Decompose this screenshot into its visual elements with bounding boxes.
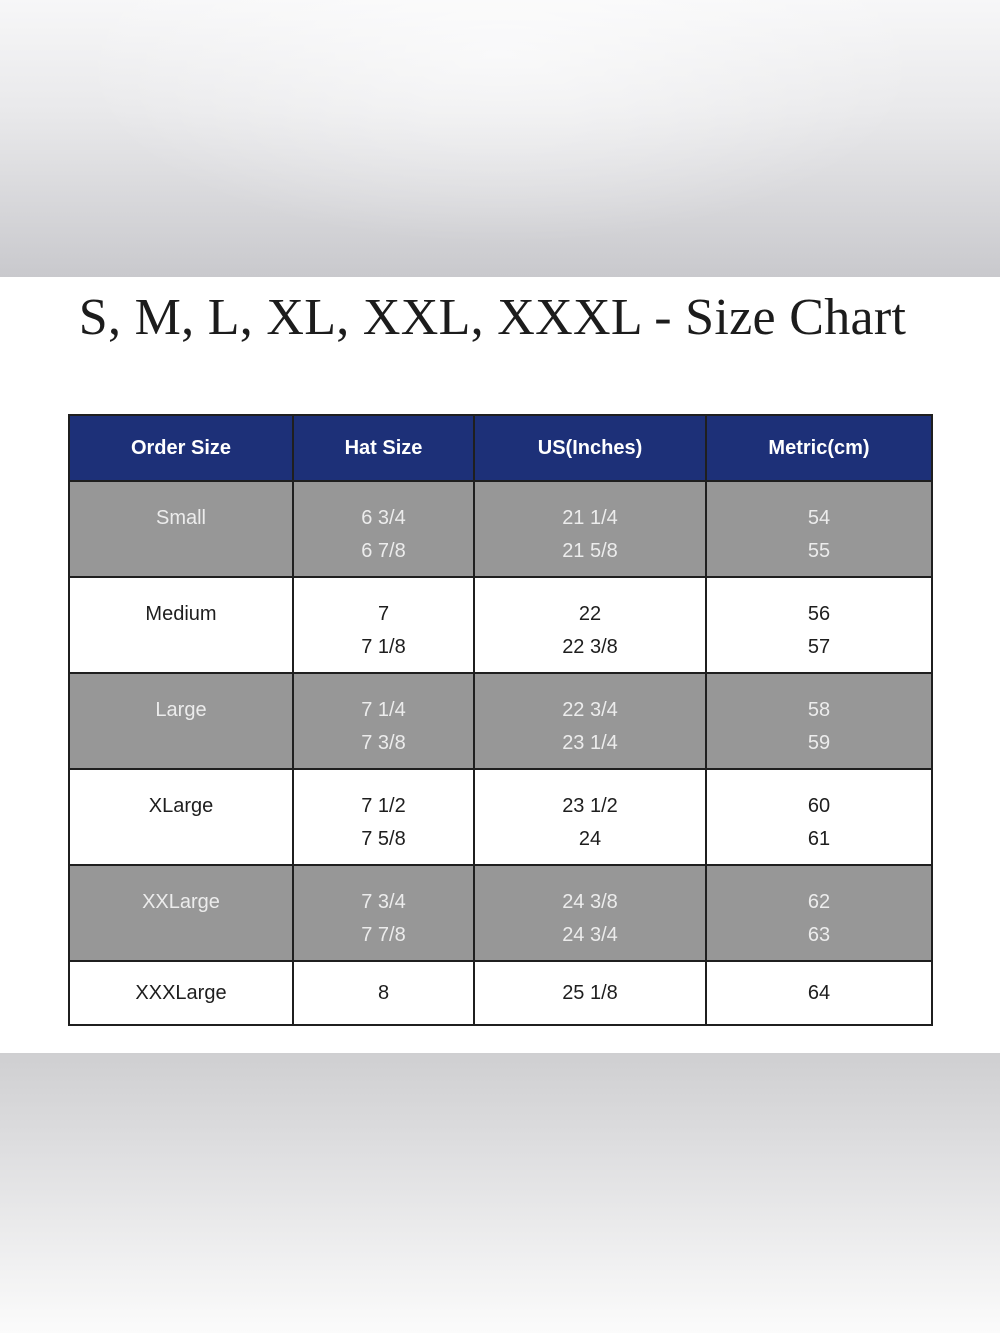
order-size-cell: XXLarge: [69, 865, 293, 961]
hat-size-cell: 7 7 1/8: [293, 577, 474, 673]
hat-size-cell: 7 1/2 7 5/8: [293, 769, 474, 865]
hat-size-cell: 8: [293, 961, 474, 1025]
order-size-cell: Small: [69, 481, 293, 577]
hat-size-cell: 7 3/4 7 7/8: [293, 865, 474, 961]
us-inches-cell: 24 3/8 24 3/4: [474, 865, 706, 961]
us-inches-cell: 25 1/8: [474, 961, 706, 1025]
header-row: [69, 415, 932, 481]
order-size-cell: XLarge: [69, 769, 293, 865]
order-size-cell: Large: [69, 673, 293, 769]
table-row: [69, 481, 932, 577]
metric-cm-cell: 54 55: [706, 481, 932, 577]
header-us-inches: US(Inches): [474, 415, 706, 481]
us-inches-cell: 22 22 3/8: [474, 577, 706, 673]
header-hat-size: Hat Size: [293, 415, 474, 481]
us-inches-cell: 23 1/2 24: [474, 769, 706, 865]
us-inches-cell: 22 3/4 23 1/4: [474, 673, 706, 769]
table-row: [69, 577, 932, 673]
metric-cm-cell: 60 61: [706, 769, 932, 865]
table-row: [69, 769, 932, 865]
metric-cm-cell: 56 57: [706, 577, 932, 673]
table-row: [69, 673, 932, 769]
top-background: [0, 0, 1000, 277]
order-size-cell: XXXLarge: [69, 961, 293, 1025]
metric-cm-cell: 58 59: [706, 673, 932, 769]
table-row: [69, 865, 932, 961]
hat-size-cell: 6 3/4 6 7/8: [293, 481, 474, 577]
metric-cm-cell: 62 63: [706, 865, 932, 961]
size-chart-table: [68, 414, 933, 1026]
page-title: S, M, L, XL, XXL, XXXL - Size Chart: [78, 289, 907, 346]
bottom-background: [0, 1053, 1000, 1333]
order-size-cell: Medium: [69, 577, 293, 673]
header-order-size: Order Size: [69, 415, 293, 481]
hat-size-cell: 7 1/4 7 3/8: [293, 673, 474, 769]
us-inches-cell: 21 1/4 21 5/8: [474, 481, 706, 577]
header-metric-cm: Metric(cm): [706, 415, 932, 481]
table-row: [69, 961, 932, 1025]
metric-cm-cell: 64: [706, 961, 932, 1025]
